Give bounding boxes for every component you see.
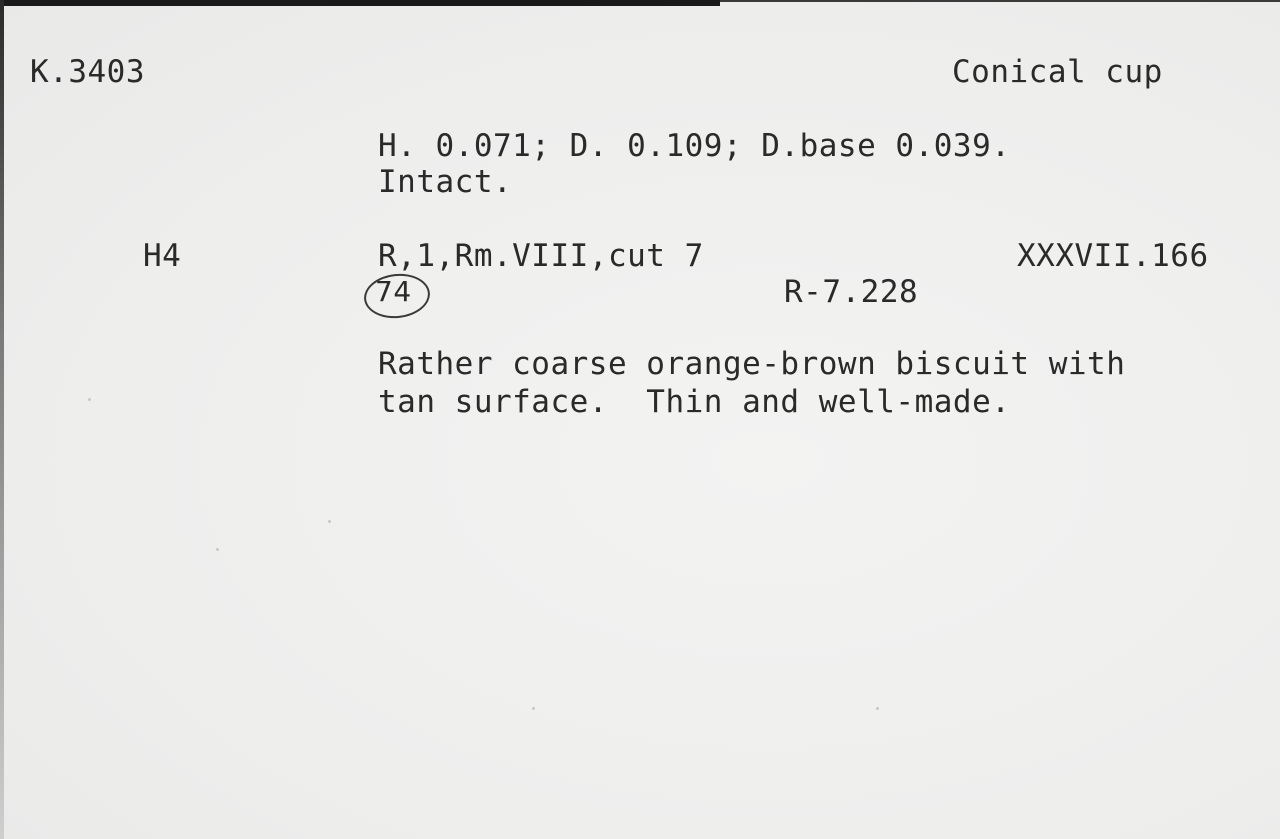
catalog-number: K.3403	[30, 54, 145, 90]
paper-speck	[328, 520, 331, 523]
paper-speck	[876, 707, 879, 710]
object-type: Conical cup	[952, 54, 1163, 90]
dimensions: H. 0.071; D. 0.109; D.base 0.039.	[378, 128, 1011, 164]
paper-speck	[88, 398, 91, 401]
inventory-number: XXXVII.166	[1017, 238, 1209, 274]
card-top-shadow	[0, 0, 720, 6]
paper-speck	[216, 548, 219, 551]
circled-number: 74	[375, 275, 412, 308]
paper-speck	[532, 707, 535, 710]
description-line-1: Rather coarse orange-brown biscuit with	[378, 346, 1126, 382]
description-line-2: tan surface. Thin and well-made.	[378, 384, 1011, 420]
find-location: R,1,Rm.VIII,cut 7	[378, 238, 704, 274]
lot-number: R-7.228	[784, 274, 919, 310]
condition: Intact.	[378, 164, 513, 200]
grid-reference: H4	[143, 238, 182, 274]
card-left-edge	[0, 0, 4, 839]
